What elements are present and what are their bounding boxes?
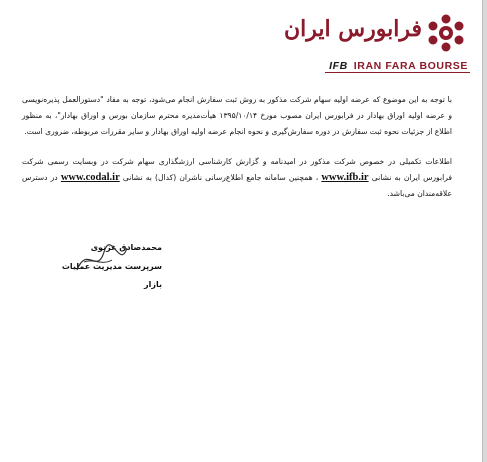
paragraph-2-part-2: ، همچنین سامانه جامع اطلاع‌رسانی ناشران (کدال) به نشانی (122, 173, 319, 182)
logo-underline (325, 72, 470, 73)
paragraph-1: با توجه به این موضوع که عرضه اولیه سهام شرکت مذکور به روش ثبت سفارش انجام می‌شود، توجه به مفاد "دستورالعمل پذیره‌نویسی و عرضه اولیه اوراق بهادار در فرابورس ایران مصوب مورخ ۱۳۹۵/۱۰/۱۴ هیأت‌مدیره محترم سازمان بورس و اوراق بهادار"، به منظور اطلاع از جزئیات نحوه ثبت سفارش در دوره سفارش‌گیری و نحوه انجام عرضه اولیه اوراق بهادار و سایر مقررات مربوطه، ضروری است. (22, 95, 452, 136)
logo-name-en: IRAN FARA BOURSE (353, 60, 468, 72)
signatory-name: محمدصادق غزنوی (90, 243, 162, 252)
paragraph-2-part-3: در دسترس علاقه‌مندان می‌باشد. (22, 173, 452, 198)
handwritten-signature-icon (72, 240, 132, 280)
signature-block (42, 238, 162, 294)
paragraph-2 (22, 154, 452, 202)
logo-name-fa: فرابورس ایران (283, 16, 422, 42)
paragraph-2-part-1: اطلاعات تکمیلی در خصوص شرکت مذکور در امیدنامه و گزارش کارشناسی ارزشگذاری سهام شرکت در وبسایت رسمی شرکت فرابورس ایران به نشانی (22, 157, 453, 182)
signatory-title: سرپرست مدیریت عملیات بازار (61, 262, 162, 289)
logo-name-en-wrapper (329, 60, 468, 72)
logo-ifb: IFB (329, 60, 348, 72)
letter-body (22, 92, 452, 202)
codal-link[interactable]: www.codal.ir (60, 172, 120, 183)
ifb-link[interactable]: www.ifb.ir (321, 172, 369, 183)
farabourse-emblem-icon (424, 12, 468, 54)
farabourse-logo (283, 8, 470, 82)
